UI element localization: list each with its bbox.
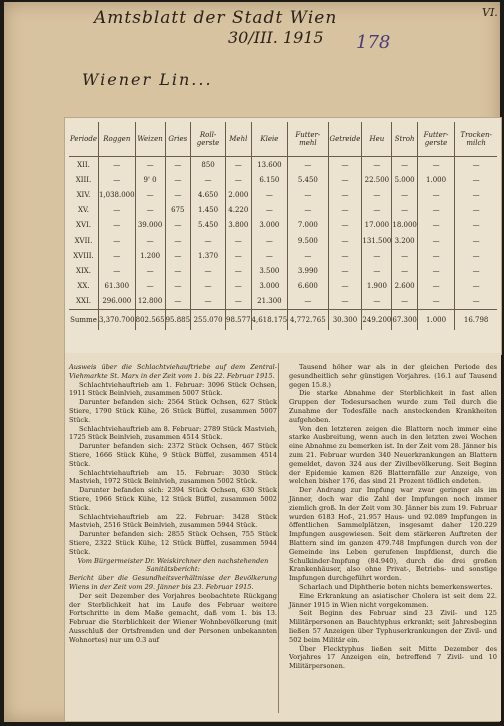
table-cell: —	[165, 187, 191, 202]
table-row	[69, 187, 497, 202]
table-cell: —	[98, 172, 135, 187]
handwritten-signature: Wiener Lin...	[82, 70, 213, 89]
table-cell: —	[98, 157, 135, 173]
table-cell: —	[392, 294, 418, 310]
table-row	[69, 157, 497, 173]
text-columns	[69, 363, 497, 671]
table-cell: —	[191, 233, 226, 248]
table-cell: 7.000	[288, 218, 328, 233]
table-cell: —	[417, 218, 454, 233]
paragraph: Darunter befanden sich: 2564 Stück Ochsen, 627 Stück Stiere, 1790 Stück Kühe, 26 Stück Büffel, zusammen 5007 Stück.	[69, 398, 277, 424]
sum-cell: 802.565	[135, 309, 165, 330]
table-cell: —	[417, 279, 454, 294]
table-cell: 3.500	[251, 263, 288, 278]
sum-cell: 249.200	[362, 309, 392, 330]
table-cell: 2.600	[392, 279, 418, 294]
table-cell: —	[455, 294, 497, 310]
paragraph: Schlachtviehauftrieb am 15. Februar: 3030 Stück Mastvieh, 1972 Stück Beinlvieh, zusammen 5002 Stück.	[69, 468, 277, 486]
table-cell: XIV.	[76, 190, 91, 199]
table-cell: —	[165, 279, 191, 294]
column-header: Trocken-milch	[455, 122, 497, 157]
table-cell: 1.450	[191, 203, 226, 218]
sum-row	[69, 309, 497, 330]
table-cell: 4.650	[191, 187, 226, 202]
column-header: Futter-gerste	[417, 122, 454, 157]
newspaper-clipping-text	[64, 353, 501, 721]
table-header-row	[69, 122, 497, 157]
table-cell: —	[165, 233, 191, 248]
table-cell: 3.200	[392, 233, 418, 248]
table-cell: —	[328, 203, 362, 218]
table-cell: —	[328, 294, 362, 310]
table-cell: 5.450	[191, 218, 226, 233]
table-cell: —	[98, 218, 135, 233]
table-cell: —	[362, 294, 392, 310]
paragraph: Schlachtviehauftrieb am 1. Februar: 3096 Stück Ochsen, 1911 Stück Beinlvieh, zusammen 5007 Stück.	[69, 380, 277, 398]
paragraph: Der seit Dezember des Vorjahres beobachtete Rückgang der Sterblichkeit hat im Laufe des Februar weitere Fortschritte in dem Maße gemacht, daß vom 1. bis 13. Februar die Sterblichkeit der Wiener Wohnbevölkerung (mit Ausschluß der Ortsfremden und der Personen unbekannten Wohnortes) nur um 0.3 auf	[69, 591, 277, 644]
table-cell: —	[98, 233, 135, 248]
handwritten-title: Amtsblatt der Stadt Wien	[94, 8, 338, 28]
sum-cell: 4,618.175	[251, 309, 288, 330]
table-row	[69, 263, 497, 278]
table-cell: —	[165, 294, 191, 310]
table-cell: XII.	[77, 160, 90, 169]
sum-cell: 1.000	[417, 309, 454, 330]
paragraph: Schlachtviehauftrieb am 22. Februar: 3428 Stück Mastvieh, 2516 Stück Beinlvieh, zusammen 5944 Stück.	[69, 512, 277, 530]
table-cell: 296.000	[98, 294, 135, 310]
table-cell: 2.000	[226, 187, 252, 202]
newspaper-clipping-table	[64, 117, 502, 355]
paragraph: Von den letzteren zeigen die Blattern noch immer eine starke Ausbreitung, wenn auch in den letzten zwei Wochen eine Abnahme zu bemerken ist. In der Zeit vom 28. Jänner bis zum 21. Februar wurden 340 Neuerkrankungen an Blattern gemeldet, davon 324 aus der Zivilbevölkerung. Seit Beginn der Epidemie kamen 826 Blatternfälle zur Anzeige, von welchen bisher 176, das sind 21 Prozent tödlich endeten.	[289, 424, 497, 486]
table-cell: 6.150	[251, 172, 288, 187]
sum-cell: 95.885	[165, 309, 191, 330]
table-cell: —	[226, 172, 252, 187]
table-cell: —	[362, 157, 392, 173]
table-cell: —	[98, 203, 135, 218]
sum-cell: 67.300	[392, 309, 418, 330]
paragraph: Die starke Abnahme der Sterblichkeit in fast allen Gruppen der Todesursachen wurde zum Teil durch die Zunahme der Todesfälle nach ansteckenden Krankheiten aufgehoben.	[289, 389, 497, 424]
table-cell: 12.800	[135, 294, 165, 310]
table-cell: XXI.	[76, 297, 91, 306]
table-cell: —	[362, 203, 392, 218]
table-cell: —	[392, 157, 418, 173]
table-cell: —	[417, 187, 454, 202]
table-row	[69, 294, 497, 310]
table-cell: —	[362, 248, 392, 263]
archive-number: 178	[356, 32, 391, 53]
table-cell: —	[226, 233, 252, 248]
table-cell: —	[98, 263, 135, 278]
table-cell: —	[362, 187, 392, 202]
paragraph: Darunter befanden sich: 2394 Stück Ochsen, 630 Stück Stiere, 1966 Stück Kühe, 12 Stück Büffel, zusammen 5002 Stück.	[69, 486, 277, 512]
sum-cell: 4,772.765	[288, 309, 328, 330]
table-cell: 1,038.000	[98, 187, 135, 202]
table-cell: —	[455, 172, 497, 187]
table-cell: —	[191, 294, 226, 310]
table-cell: —	[288, 187, 328, 202]
table-cell: —	[417, 157, 454, 173]
column-header: Futter-mehl	[288, 122, 328, 157]
table-cell: 9' 0	[135, 172, 165, 187]
table-row	[69, 233, 497, 248]
table-cell: —	[165, 172, 191, 187]
table-cell: —	[165, 248, 191, 263]
table-cell: —	[135, 203, 165, 218]
column-header: Stroh	[392, 122, 418, 157]
table-cell: —	[328, 233, 362, 248]
table-cell: 39.000	[135, 218, 165, 233]
table-cell: XIX.	[76, 266, 91, 275]
table-cell: —	[98, 248, 135, 263]
paragraph: Der Andrang zur Impfung war zwar geringer als im Jänner, doch war die Zahl der Impfungen noch immer ziemlich groß. In der Zeit vom 30. Jänner bis zum 19. Februar wurden 6183 Hof-, 21.957 Haus- und 92.089 Impfungen in öffentlichen Sammelplätzen, insgesamt daher 120.229 Impfungen ausgewiesen. Seit dem stärkeren Auftreten der Blattern sind im ganzen 479.748 Impfungen durch von der Gemeinde ins Leben gerufenen Impfdienst, durch die Schulkinder-Impfung (84.940), durch die drei großen Krankenhäuser, also ohne Privat-, Betriebs- und sonstige Impfungen durchgeführt worden.	[289, 486, 497, 583]
table-cell: —	[455, 187, 497, 202]
table-cell: 131.500	[362, 233, 392, 248]
paragraph: Tausend höher war als in der gleichen Periode des gesundheitlich sehr günstigen Vorjahres. (16.1 auf Tausend gegen 15.8.)	[289, 363, 497, 389]
table-cell: —	[328, 218, 362, 233]
paragraph: Bericht über die Gesundheitsverhältnisse der Bevölkerung Wiens in der Zeit vom 29. Jänner bis 23. Februar 1915.	[69, 574, 277, 591]
column-header: Roll-gerste	[191, 122, 226, 157]
table-row	[69, 279, 497, 294]
table-cell: —	[392, 248, 418, 263]
table-cell: 850	[191, 157, 226, 173]
table-cell: —	[251, 233, 288, 248]
paragraph: Ausweis über die Schlachtviehauftriebe auf dem Zentral-Viehmarkte St. Marx in der Zeit vom 1. bis 22. Februar 1915.	[69, 363, 277, 380]
table-cell: 5.450	[288, 172, 328, 187]
table-cell: —	[251, 248, 288, 263]
table-cell: —	[455, 263, 497, 278]
table-cell: —	[455, 218, 497, 233]
table-cell: —	[417, 248, 454, 263]
table-cell: 1.900	[362, 279, 392, 294]
table-cell: —	[455, 279, 497, 294]
table-cell: —	[328, 279, 362, 294]
column-header: Heu	[362, 122, 392, 157]
table-cell: —	[362, 263, 392, 278]
handwritten-date: 30/III. 1915	[228, 28, 324, 47]
paragraph: Schlachtviehauftrieb am 8. Februar: 2789 Stück Mastvieh, 1725 Stück Beinlvieh, zusammen 4514 Stück.	[69, 424, 277, 442]
table-cell: 3.000	[251, 218, 288, 233]
table-cell: —	[226, 294, 252, 310]
sum-cell: 16.798	[455, 309, 497, 330]
table-cell: —	[328, 172, 362, 187]
table-row	[69, 248, 497, 263]
table-cell: —	[455, 157, 497, 173]
table-cell: —	[417, 203, 454, 218]
table-cell: —	[417, 294, 454, 310]
table-cell: 61.300	[98, 279, 135, 294]
corner-mark: VI.	[482, 6, 498, 19]
table-cell: —	[226, 279, 252, 294]
table-cell: —	[191, 172, 226, 187]
left-text-column	[69, 363, 277, 671]
sum-cell: 3,370.700	[98, 309, 135, 330]
column-header: Mehl	[226, 122, 252, 157]
paragraph: Über Flecktyphus ließen seit Mitte Dezember des Vorjahres 17 Anzeigen ein, betreffend 7 Zivil- und 10 Militärpersonen.	[289, 644, 497, 671]
table-cell: —	[417, 233, 454, 248]
table-cell: 3.800	[226, 218, 252, 233]
table-cell: —	[392, 187, 418, 202]
table-cell: —	[455, 248, 497, 263]
table-cell: —	[328, 187, 362, 202]
table-cell: —	[135, 187, 165, 202]
sum-cell: 98.577	[226, 309, 252, 330]
table-cell: —	[226, 157, 252, 173]
table-cell: —	[288, 248, 328, 263]
table-cell: 3.990	[288, 263, 328, 278]
column-header: Gries	[165, 122, 191, 157]
table-cell: —	[328, 248, 362, 263]
statistics-table	[69, 122, 497, 330]
column-header: Periode	[69, 122, 98, 157]
table-cell: 1.000	[417, 172, 454, 187]
table-cell: —	[288, 157, 328, 173]
table-row	[69, 172, 497, 187]
table-cell: XVIII.	[73, 251, 94, 260]
table-cell: 21.300	[251, 294, 288, 310]
table-cell: 1.200	[135, 248, 165, 263]
table-cell: 6.600	[288, 279, 328, 294]
sum-cell: 255.070	[191, 309, 226, 330]
sum-cell: 30.300	[328, 309, 362, 330]
table-cell: —	[288, 203, 328, 218]
table-cell: —	[226, 263, 252, 278]
paragraph: Scharlach und Diphtherie boten nichts bemerkenswertes.	[299, 582, 493, 591]
table-cell: —	[165, 157, 191, 173]
table-cell: XVII.	[74, 236, 93, 245]
table-cell: 13.600	[251, 157, 288, 173]
table-cell: —	[288, 294, 328, 310]
right-text-column	[289, 363, 497, 671]
sum-cell: Summe	[69, 309, 98, 330]
paragraph: Vom Bürgermeister Dr. Weiskirchner den nachstehenden Sanitätsbericht:	[77, 556, 269, 574]
table-row	[69, 218, 497, 233]
table-row	[69, 203, 497, 218]
column-header: Roggen	[98, 122, 135, 157]
table-cell: —	[135, 263, 165, 278]
table-cell: —	[135, 157, 165, 173]
paragraph: Darunter befanden sich: 2372 Stück Ochsen, 467 Stück Stiere, 1666 Stück Kühe, 9 Stück Büffel, zusammen 4514 Stück.	[69, 442, 277, 468]
paragraph: Darunter befanden sich: 2855 Stück Ochsen, 755 Stück Stiere, 2322 Stück Kühe, 12 Stück Büffel, zusammen 5944 Stück.	[69, 530, 277, 556]
table-cell: —	[328, 263, 362, 278]
paragraph: Seit Beginn des Februar sind 23 Zivil- und 125 Militärpersonen an Bauchtyphus erkrankt; seit Jahresbeginn ließen 57 Anzeigen über Typhuserkrankungen der Zivil- und 502 beim Militär ein.	[289, 609, 497, 644]
table-cell: 17.000	[362, 218, 392, 233]
table-cell: 1.370	[191, 248, 226, 263]
table-cell: —	[191, 263, 226, 278]
table-cell: 9.500	[288, 233, 328, 248]
table-cell: XX.	[77, 282, 90, 291]
table-cell: —	[191, 279, 226, 294]
table-cell: —	[165, 218, 191, 233]
table-cell: —	[165, 263, 191, 278]
table-cell: —	[226, 248, 252, 263]
table-cell: 5.000	[392, 172, 418, 187]
column-header: Getreide	[328, 122, 362, 157]
table-cell: —	[417, 263, 454, 278]
paragraph: Eine Erkrankung an asiatischer Cholera ist seit dem 22. Jänner 1915 in Wien nicht vorgekommen.	[289, 591, 497, 609]
table-cell: XV.	[77, 206, 89, 215]
table-cell: —	[251, 187, 288, 202]
table-cell: 18.000	[392, 218, 418, 233]
table-cell: XIII.	[75, 175, 92, 184]
table-cell: 3.000	[251, 279, 288, 294]
table-cell: 675	[165, 203, 191, 218]
table-cell: —	[328, 157, 362, 173]
table-cell: —	[135, 233, 165, 248]
table-cell: —	[455, 233, 497, 248]
table-body	[69, 157, 497, 330]
table-cell: —	[251, 203, 288, 218]
table-cell: —	[135, 279, 165, 294]
table-cell: XVI.	[75, 221, 91, 230]
table-cell: 22.500	[362, 172, 392, 187]
table-cell: —	[392, 263, 418, 278]
column-header: Weizen	[135, 122, 165, 157]
table-cell: 4.220	[226, 203, 252, 218]
column-header: Kleie	[251, 122, 288, 157]
table-cell: —	[392, 203, 418, 218]
table-cell: —	[455, 203, 497, 218]
